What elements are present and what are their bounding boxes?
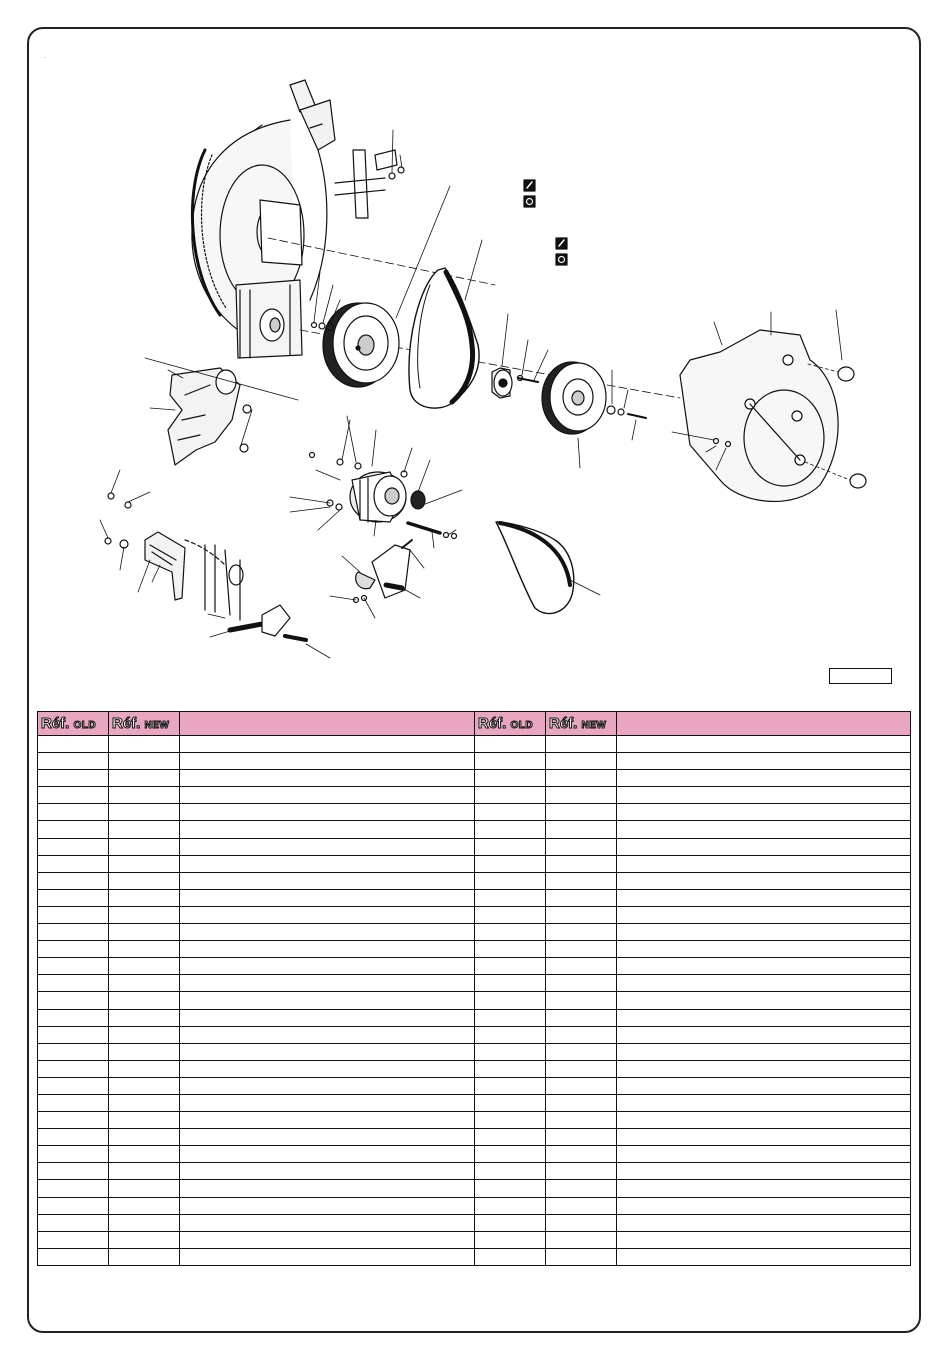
table-cell <box>38 958 109 975</box>
table-cell <box>546 1146 617 1163</box>
table-cell <box>546 924 617 941</box>
table-cell <box>180 736 475 753</box>
table-cell <box>180 906 475 923</box>
table-row <box>38 1112 911 1129</box>
table-cell <box>109 736 180 753</box>
table-cell <box>617 787 911 804</box>
alternator <box>350 472 406 522</box>
table-cell <box>475 941 546 958</box>
table-cell <box>38 1060 109 1077</box>
table-cell <box>617 924 911 941</box>
table-cell <box>617 1112 911 1129</box>
table-cell <box>38 1129 109 1146</box>
table-cell <box>617 804 911 821</box>
table-cell <box>617 1214 911 1231</box>
table-cell <box>180 1094 475 1111</box>
taper-bushing <box>492 368 512 398</box>
table-cell <box>617 889 911 906</box>
table-cell <box>180 1060 475 1077</box>
table-cell <box>38 736 109 753</box>
alternator-pulley <box>411 491 425 509</box>
table-cell <box>617 1197 911 1214</box>
table-cell <box>109 1180 180 1197</box>
table-cell <box>109 838 180 855</box>
table-header-row <box>38 712 911 736</box>
table-cell <box>546 1129 617 1146</box>
table-cell <box>475 787 546 804</box>
table-cell <box>38 872 109 889</box>
table-cell <box>109 1026 180 1043</box>
table-cell <box>475 821 546 838</box>
mount-plate <box>262 605 290 636</box>
table-row <box>38 1248 911 1265</box>
table-cell <box>617 1077 911 1094</box>
table-cell <box>109 1009 180 1026</box>
table-cell <box>546 770 617 787</box>
table-row <box>38 1180 911 1197</box>
table-cell <box>546 906 617 923</box>
table-row <box>38 753 911 770</box>
table-cell <box>546 889 617 906</box>
table-cell <box>109 924 180 941</box>
table-cell <box>617 1129 911 1146</box>
washer <box>336 504 342 510</box>
table-cell <box>109 804 180 821</box>
table-cell <box>109 1112 180 1129</box>
table-cell <box>38 1077 109 1094</box>
table-row <box>38 992 911 1009</box>
table-cell <box>546 958 617 975</box>
nut <box>319 323 325 329</box>
table-cell <box>38 838 109 855</box>
table-cell <box>475 1077 546 1094</box>
table-cell <box>180 753 475 770</box>
table-cell <box>180 1231 475 1248</box>
support-bracket-lower <box>105 493 243 620</box>
table-cell <box>617 1248 911 1265</box>
table-cell <box>546 1112 617 1129</box>
table-cell <box>109 787 180 804</box>
table-row <box>38 838 911 855</box>
table-cell <box>546 855 617 872</box>
table-cell <box>617 1094 911 1111</box>
table-cell <box>38 1214 109 1231</box>
exploded-view-diagram <box>29 29 919 709</box>
large-pulley <box>323 303 399 387</box>
table-cell <box>475 906 546 923</box>
table-cell <box>617 941 911 958</box>
table-cell <box>617 1043 911 1060</box>
table-cell <box>546 1197 617 1214</box>
tension-rod <box>408 523 440 533</box>
table-cell <box>109 770 180 787</box>
table-cell <box>180 1009 475 1026</box>
table-cell <box>546 838 617 855</box>
reference-box <box>829 668 892 684</box>
table-cell <box>546 753 617 770</box>
table-cell <box>38 1112 109 1129</box>
table-cell <box>546 1248 617 1265</box>
table-cell <box>617 838 911 855</box>
table-row <box>38 770 911 787</box>
table-cell <box>475 1094 546 1111</box>
table-cell <box>475 1214 546 1231</box>
table-cell <box>109 1163 180 1180</box>
table-cell <box>475 889 546 906</box>
table-cell <box>546 821 617 838</box>
table-cell <box>475 1129 546 1146</box>
table-cell <box>546 872 617 889</box>
table-cell <box>109 1146 180 1163</box>
table-cell <box>617 1009 911 1026</box>
table-row <box>38 804 911 821</box>
table-cell <box>38 975 109 992</box>
table-cell <box>109 1043 180 1060</box>
table-cell <box>109 941 180 958</box>
table-cell <box>475 1026 546 1043</box>
header-description-2 <box>617 712 911 736</box>
drive-belt-1 <box>409 268 479 408</box>
table-cell <box>617 1026 911 1043</box>
table-cell <box>38 924 109 941</box>
small-pulley <box>542 362 606 434</box>
table-cell <box>38 1146 109 1163</box>
table-cell <box>109 906 180 923</box>
table-cell <box>180 924 475 941</box>
table-row <box>38 821 911 838</box>
table-cell <box>546 992 617 1009</box>
table-cell <box>546 804 617 821</box>
parts-table <box>37 711 911 1266</box>
table-cell <box>38 821 109 838</box>
table-cell <box>546 1094 617 1111</box>
table-cell <box>109 1077 180 1094</box>
table-cell <box>38 941 109 958</box>
table-cell <box>109 889 180 906</box>
table-row <box>38 975 911 992</box>
table-cell <box>180 1026 475 1043</box>
table-cell <box>38 1197 109 1214</box>
table-cell <box>617 1180 911 1197</box>
table-cell <box>180 821 475 838</box>
washer <box>312 323 317 328</box>
table-cell <box>109 1197 180 1214</box>
table-cell <box>475 872 546 889</box>
table-cell <box>546 1231 617 1248</box>
table-cell <box>475 753 546 770</box>
table-cell <box>475 838 546 855</box>
table-cell <box>617 770 911 787</box>
washer <box>607 406 615 414</box>
table-cell <box>475 1112 546 1129</box>
frame-section-top <box>335 150 404 218</box>
belt-guard-cover <box>680 330 866 501</box>
table-cell <box>109 1094 180 1111</box>
table-row <box>38 1214 911 1231</box>
table-cell <box>109 872 180 889</box>
table-row <box>38 958 911 975</box>
table-cell <box>475 770 546 787</box>
table-row <box>38 941 911 958</box>
table-row <box>38 736 911 753</box>
table-cell <box>180 1077 475 1094</box>
header-ref-old: Réf. OLD <box>38 712 109 736</box>
table-cell <box>38 1094 109 1111</box>
table-cell <box>546 736 617 753</box>
table-cell <box>180 804 475 821</box>
table-cell <box>180 855 475 872</box>
table-cell <box>475 804 546 821</box>
table-cell <box>475 1248 546 1265</box>
table-cell <box>180 992 475 1009</box>
table-cell <box>180 1180 475 1197</box>
table-row <box>38 1146 911 1163</box>
drive-belt-2 <box>496 522 574 614</box>
table-cell <box>180 941 475 958</box>
header-ref-old-2: Réf. OLD <box>475 712 546 736</box>
table-cell <box>109 1214 180 1231</box>
table-cell <box>617 1163 911 1180</box>
table-cell <box>475 1231 546 1248</box>
table-cell <box>617 906 911 923</box>
table-cell <box>109 975 180 992</box>
table-row <box>38 1043 911 1060</box>
table-cell <box>617 1060 911 1077</box>
table-cell <box>180 1214 475 1231</box>
table-cell <box>617 1231 911 1248</box>
table-cell <box>38 906 109 923</box>
table-cell <box>475 855 546 872</box>
table-cell <box>180 1146 475 1163</box>
table-cell <box>109 821 180 838</box>
table-row <box>38 1077 911 1094</box>
tensioner-bracket <box>354 540 413 603</box>
table-cell <box>180 770 475 787</box>
loctite-icon <box>524 196 567 265</box>
table-cell <box>617 992 911 1009</box>
table-row <box>38 906 911 923</box>
bolt <box>628 414 646 418</box>
table-cell <box>180 872 475 889</box>
header-description <box>180 712 475 736</box>
table-cell <box>180 958 475 975</box>
torque-spec-icon <box>524 180 567 249</box>
table-cell <box>617 872 911 889</box>
table-cell <box>38 753 109 770</box>
table-cell <box>546 941 617 958</box>
table-cell <box>109 958 180 975</box>
table-cell <box>38 804 109 821</box>
table-cell <box>617 1146 911 1163</box>
nut <box>452 534 457 539</box>
table-cell <box>38 1163 109 1180</box>
table-cell <box>38 1009 109 1026</box>
table-row <box>38 787 911 804</box>
table-row <box>38 1197 911 1214</box>
lock-washer <box>618 409 624 415</box>
table-cell <box>180 838 475 855</box>
table-row <box>38 1060 911 1077</box>
table-cell <box>180 787 475 804</box>
table-cell <box>546 1077 617 1094</box>
table-cell <box>546 1163 617 1180</box>
table-cell <box>180 1129 475 1146</box>
table-row <box>38 1009 911 1026</box>
table-cell <box>546 1009 617 1026</box>
bolt-head <box>310 453 315 458</box>
table-cell <box>180 1043 475 1060</box>
table-cell <box>546 787 617 804</box>
table-cell <box>617 821 911 838</box>
table-row <box>38 889 911 906</box>
table-cell <box>546 1214 617 1231</box>
table-cell <box>38 770 109 787</box>
table-cell <box>109 1129 180 1146</box>
table-cell <box>546 1043 617 1060</box>
table-cell <box>109 1060 180 1077</box>
table-cell <box>38 1043 109 1060</box>
table-cell <box>38 787 109 804</box>
table-cell <box>38 1248 109 1265</box>
table-cell <box>475 1146 546 1163</box>
table-cell <box>109 753 180 770</box>
table-row <box>38 1026 911 1043</box>
table-cell <box>617 958 911 975</box>
table-cell <box>38 855 109 872</box>
table-cell <box>617 736 911 753</box>
table-row <box>38 1231 911 1248</box>
table-cell <box>475 992 546 1009</box>
engine-bracket-left <box>168 368 251 465</box>
table-cell <box>475 958 546 975</box>
table-cell <box>475 975 546 992</box>
table-cell <box>180 975 475 992</box>
table-cell <box>109 1248 180 1265</box>
table-cell <box>475 1009 546 1026</box>
table-cell <box>109 1231 180 1248</box>
table-cell <box>475 924 546 941</box>
table-cell <box>109 992 180 1009</box>
table-cell <box>180 1197 475 1214</box>
washer <box>355 463 361 469</box>
table-cell <box>475 1060 546 1077</box>
table-cell <box>180 1163 475 1180</box>
table-row <box>38 1129 911 1146</box>
table-cell <box>546 1060 617 1077</box>
fan-housing <box>192 80 335 358</box>
table-cell <box>546 1180 617 1197</box>
table-cell <box>546 1026 617 1043</box>
table-cell <box>38 992 109 1009</box>
table-row <box>38 872 911 889</box>
table-cell <box>38 1180 109 1197</box>
table-cell <box>109 855 180 872</box>
table-cell <box>38 1026 109 1043</box>
table-row <box>38 924 911 941</box>
table-row <box>38 855 911 872</box>
mount-bolt <box>285 636 306 640</box>
table-cell <box>617 975 911 992</box>
table-cell <box>617 753 911 770</box>
table-cell <box>180 889 475 906</box>
table-cell <box>180 1112 475 1129</box>
table-cell <box>617 855 911 872</box>
table-cell <box>475 736 546 753</box>
adjusting-bolt <box>230 624 262 630</box>
table-cell <box>475 1180 546 1197</box>
table-cell <box>475 1197 546 1214</box>
corner-mark: . <box>44 54 46 60</box>
table-row <box>38 1094 911 1111</box>
header-ref-new-2: Réf. NEW <box>546 712 617 736</box>
table-cell <box>475 1043 546 1060</box>
table-cell <box>546 975 617 992</box>
table-cell <box>180 1248 475 1265</box>
header-ref-new: Réf. NEW <box>109 712 180 736</box>
table-cell <box>38 889 109 906</box>
table-cell <box>475 1163 546 1180</box>
table-row <box>38 1163 911 1180</box>
table-cell <box>38 1231 109 1248</box>
